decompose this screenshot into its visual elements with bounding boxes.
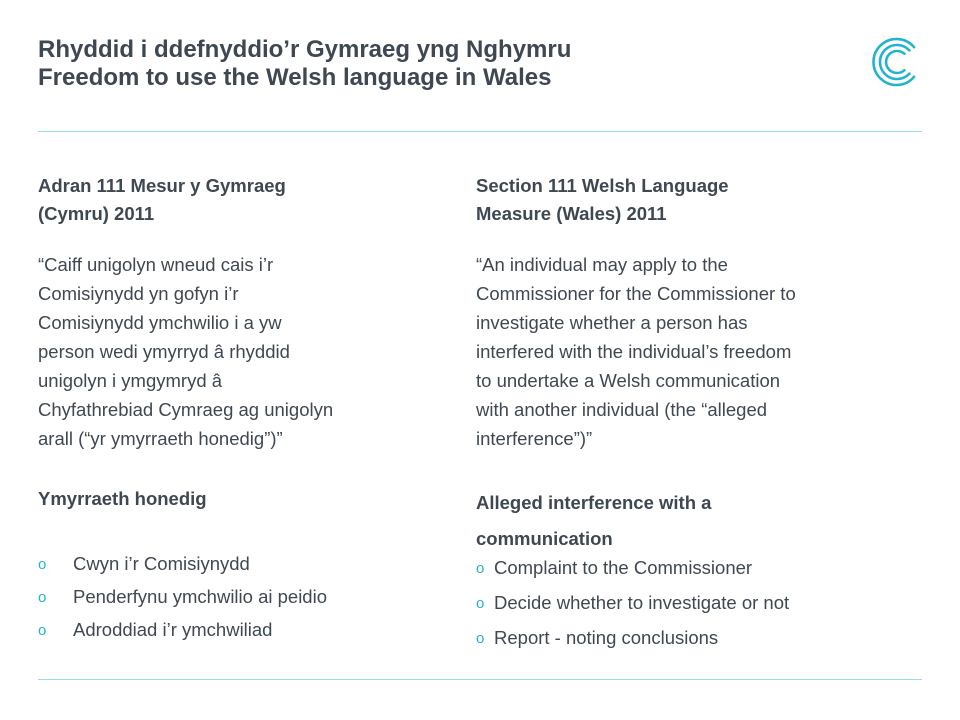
commissioner-logo [870,36,922,88]
welsh-column [38,172,448,652]
welsh-quote [38,250,448,453]
welsh-quote-line: “Caiff unigolyn wneud cais i’r [38,254,274,275]
english-quote-line: “An individual may apply to the [476,254,728,275]
list-item [38,619,448,652]
list-item [38,553,448,586]
bullet-marker: o [38,589,47,606]
english-subheading [476,485,916,557]
title-english: Freedom to use the Welsh language in Wales [38,64,552,91]
english-section-heading [476,172,916,228]
english-heading-line: Section 111 Welsh Language [476,175,729,196]
bullet-marker: o [38,556,47,573]
title-welsh: Rhyddid i ddefnyddio’r Gymraeg yng Nghymru [38,36,572,63]
english-quote-line: with another individual (the “alleged [476,399,768,420]
top-divider [38,131,922,132]
english-quote-line: Commissioner for the Commissioner to [476,283,796,304]
welsh-quote-line: unigolyn i ymgymryd â [38,370,223,391]
page-title [38,36,571,92]
list-item-text: Penderfynu ymchwilio ai peidio [73,586,327,607]
list-item [38,586,448,619]
welsh-quote-line: Comisiynydd yn gofyn i’r [38,283,239,304]
bullet-marker: o [38,622,47,639]
bottom-divider [38,679,922,680]
english-subheading-line: communication [476,528,613,549]
list-item [476,627,916,662]
welsh-quote-line: arall (“yr ymyrraeth honedig”)” [38,428,283,449]
english-quote [476,250,916,453]
list-item-text: Decide whether to investigate or not [494,592,790,613]
bullet-marker: o [476,630,485,647]
welsh-quote-line: person wedi ymyrryd â rhyddid [38,341,290,362]
english-quote-line: to undertake a Welsh communication [476,370,781,391]
list-item-text: Complaint to the Commissioner [494,557,753,578]
list-item [476,592,916,627]
bullet-marker: o [476,560,485,577]
english-heading-line: Measure (Wales) 2011 [476,203,667,224]
welsh-bullet-list [38,553,448,652]
english-quote-line: interfered with the individual’s freedom [476,341,792,362]
welsh-subheading: Ymyrraeth honedig [38,488,207,509]
list-item [476,557,916,592]
english-quote-line: investigate whether a person has [476,312,748,333]
welsh-section-heading [38,172,448,228]
welsh-heading-line: (Cymru) 2011 [38,203,155,224]
welsh-quote-line: Chyfathrebiad Cymraeg ag unigolyn [38,399,334,420]
list-item-text: Cwyn i’r Comisiynydd [73,553,250,574]
bullet-marker: o [476,595,485,612]
english-column [476,172,916,662]
list-item-text: Report - noting conclusions [494,627,719,648]
list-item-text: Adroddiad i’r ymchwiliad [73,619,273,640]
english-subheading-line: Alleged interference with a [476,492,712,513]
welsh-quote-line: Comisiynydd ymchwilio i a yw [38,312,282,333]
english-bullet-list [476,557,916,662]
welsh-heading-line: Adran 111 Mesur y Gymraeg [38,175,286,196]
english-quote-line: interference”)” [476,428,593,449]
